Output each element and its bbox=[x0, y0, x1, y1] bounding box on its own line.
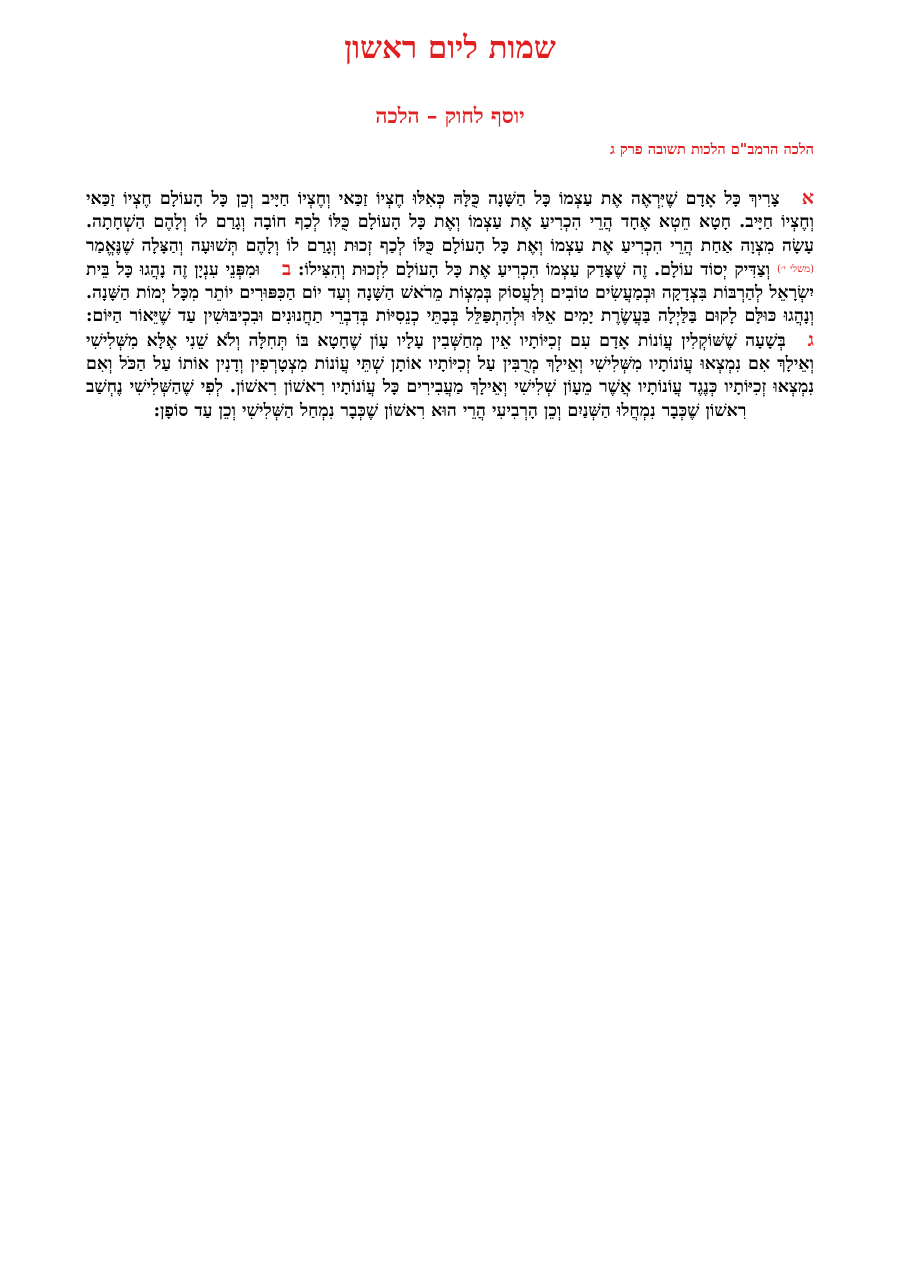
paragraph-marker-3: ג bbox=[807, 328, 814, 351]
verse-citation: (משלי י׳) bbox=[776, 263, 814, 275]
source-reference: הלכה הרמב"ם הלכות תשובה פרק ג bbox=[610, 141, 814, 158]
paragraph-text-3: בְּשָׁעָה שֶׁשּׁוֹקְלִין עֲוֹנוֹת אָדָם עִם זְכִיּוֹתָיו אֵין מְחַשְּׁבִין עָלָיו עָוֹן שֶׁחָטָא בּוֹ תְּחִלָּה וְלֹא שֵׁנִי אֶלָּא מִשְּׁלִישִׁי וְאֵילָךְ אִם נִמְצְאוּ עֲוֹנוֹתָיו מִשְּׁלִישִׁי וְאֵילָךְ מְרֻבִּין עַל זְכִיּוֹתָיו אוֹתָן שְׁתֵּי עֲוֹנוֹת מִצְטָרְפִין וְדָנִין אוֹתוֹ עַל הַכֹּל וְאִם נִמְצְאוּ זְכִיּוֹתָיו כְּנֶגֶד עֲוֹנוֹתָיו אֲשֶׁר מֵעָוֹן שְׁלִישִׁי וְאֵילָךְ מַעֲבִירִים כָּל עֲוֹנוֹתָיו רִאשׁוֹן רִאשׁוֹן. לְפִי שֶׁהַשְּׁלִישִׁי נֶחְשַׁב רִאשׁוֹן שֶׁכְּבָר נִמְחֲלוּ הַשְּׁנַיִם וְכֵן הָרְבִיעִי הֲרֵי הוּא רִאשׁוֹן שֶׁכְּבָר נִמְחַל הַשְּׁלִישִׁי וְכֵן עַד סוֹפָן: bbox=[86, 330, 814, 421]
paragraph-text-1-end: וְצַדִּיק יְסוֹד עוֹלָם. זֶה שֶׁצָּדַק עַצְמוֹ הִכְרִיעַ אֶת כָּל הָעוֹלָם לִזְכוּת וְהִצִּילוֹ: bbox=[298, 259, 771, 280]
paragraph-text-2: וּמִפְּנֵי עִנְיָן זֶה נָהֲגוּ כָּל בֵּית יִשְׂרָאֵל לְהַרְבּוֹת בִּצְדָקָה וּבְמַעֲשִׂים טוֹבִים וְלַעֲסוֹק בְּמִצְוֹת מֵרֹאשׁ הַשָּׁנָה וְעַד יוֹם הַכִּפּוּרִים יוֹתֵר מִכָּל יְמוֹת הַשָּׁנָה. וְנָהֲגוּ כּוּלָּם לָקוּם בַּלַּיְלָה בַּעֲשֶׂרֶת יָמִים אֵלּוּ וּלְהִתְפַּלֵּל בְּבָתֵּי כְנֵסִיּוֹת בְּדִבְרֵי תַחֲנוּנִים וּבִכְיבּוּשִׁין עַד שֶׁיֵּאוֹר הַיּוֹם: bbox=[86, 259, 814, 327]
page-title: שמות ליום ראשון bbox=[344, 30, 556, 66]
page-subtitle: יוסף לחוק – הלכה bbox=[375, 103, 525, 128]
paragraph-marker-2: ב bbox=[282, 257, 292, 280]
paragraph-text-1: צָרִיךְ כָּל אָדָם שֶׁיִּרְאֶה אֶת עַצְמוֹ כָּל הַשָּׁנָה כֻּלָּהּ כְּאִלּוּ חֶצְיוֹ זַכַּאי וְחֶצְיוֹ חַיָּיב וְכֵן כָּל הָעוֹלָם חֶצְיוֹ זַכַּאי וְחֶצְיוֹ חַיָּיב. חָטָא חֵטְא אֶחָד הֲרֵי הִכְרִיעַ אֶת עַצְמוֹ וְאֶת כָּל הָעוֹלָם כֻּלּוֹ לְכַף חוֹבָה וְגָרַם לוֹ וְלָהֶם הַשְׁחָתָה. עָשָׂה מִצְוָה אַחַת הֲרֵי הִכְרִיעַ אֶת עַצְמוֹ וְאֶת כָּל הָעוֹלָם כֻּלּוֹ לְכַף זְכוּת וְגָרַם לוֹ וְלָהֶם תְּשׁוּעָה וְהַצָּלָה שֶׁנֶּאֱמַר bbox=[86, 189, 814, 256]
paragraph-marker-1: א bbox=[801, 187, 814, 209]
halacha-body bbox=[86, 187, 814, 423]
